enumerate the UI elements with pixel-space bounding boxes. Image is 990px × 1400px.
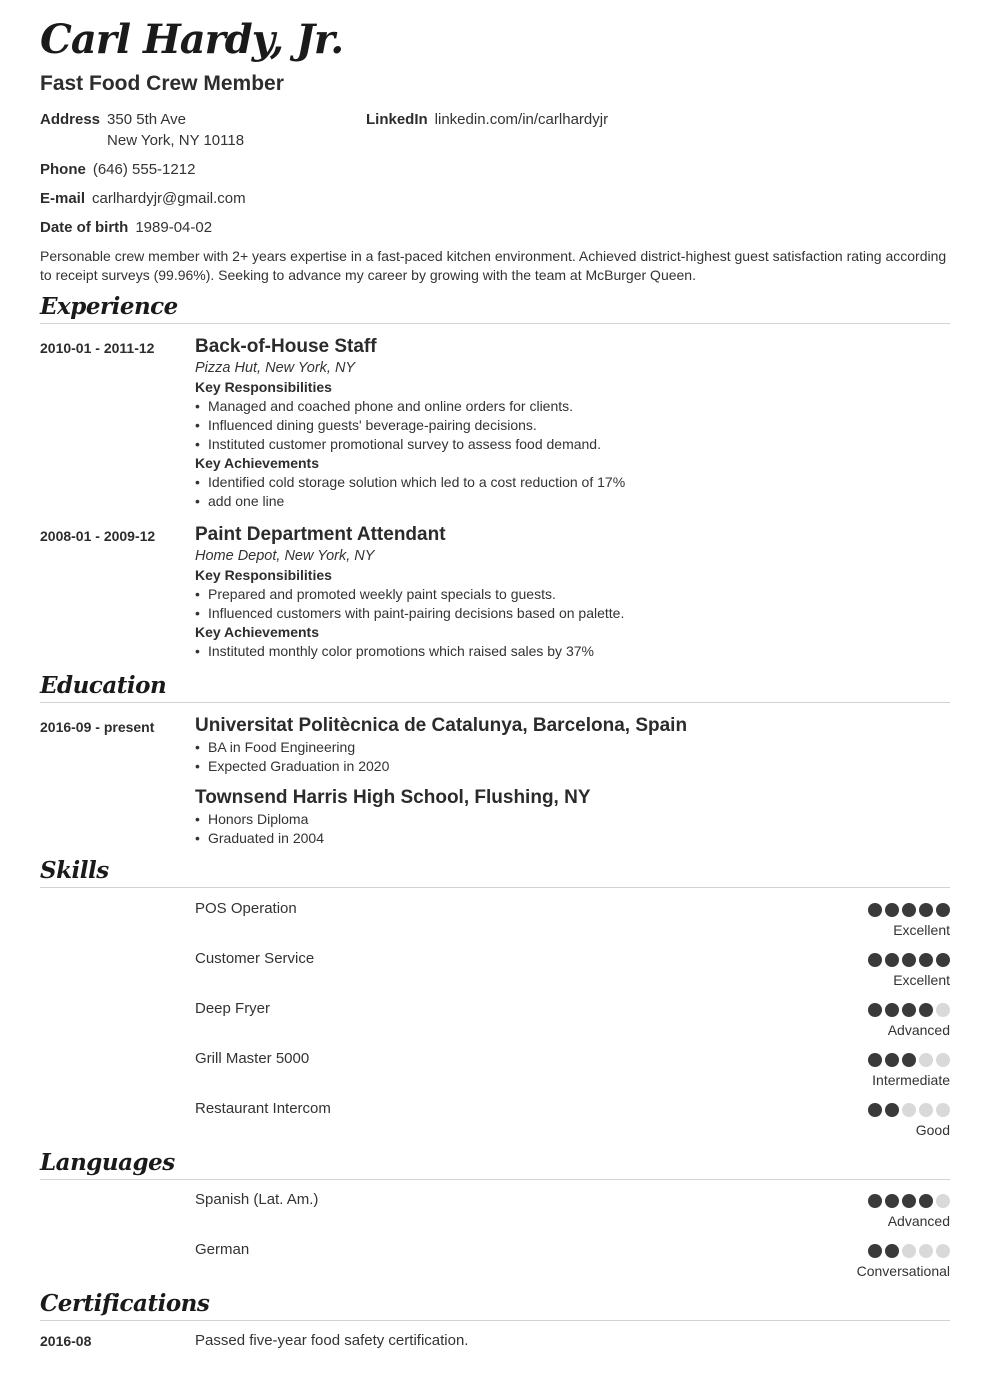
list-item: • Expected Graduation in 2020 <box>195 757 935 776</box>
language-rating-dots <box>868 1244 950 1258</box>
address-line-1: 350 5th Ave <box>107 111 186 128</box>
certification-text: Passed five-year food safety certification. <box>195 1332 469 1349</box>
skill-level: Excellent <box>893 922 950 938</box>
language-rating-dots <box>868 1194 950 1208</box>
experience-org: Home Depot, New York, NY <box>195 548 375 564</box>
section-heading-education: Education <box>40 672 950 703</box>
rating-dot-filled <box>868 1053 882 1067</box>
experience-org: Pizza Hut, New York, NY <box>195 360 356 376</box>
skill-name: Deep Fryer <box>195 1000 271 1017</box>
rating-dot-filled <box>885 903 899 917</box>
rating-dot-filled <box>885 1003 899 1017</box>
list-item: • BA in Food Engineering <box>195 738 935 757</box>
dob-value: 1989-04-02 <box>135 219 213 236</box>
rating-dot-filled <box>919 1194 933 1208</box>
rating-dot-filled <box>902 953 916 967</box>
experience-role: Back-of-House Staff <box>195 336 377 357</box>
phone-value: (646) 555-1212 <box>92 161 196 178</box>
rating-dot-filled <box>919 953 933 967</box>
rating-dot-empty <box>902 1244 916 1258</box>
skill-name: Restaurant Intercom <box>195 1100 331 1117</box>
rating-dot-filled <box>885 1194 899 1208</box>
rating-dot-filled <box>868 953 882 967</box>
email-link[interactable]: carlhardyjr@gmail.com <box>92 190 246 207</box>
rating-dot-filled <box>885 953 899 967</box>
rating-dot-empty <box>919 1103 933 1117</box>
list-item: • Graduated in 2004 <box>195 829 935 848</box>
skill-rating-dots <box>868 1053 950 1067</box>
list-item: • Instituted customer promotional survey to assess food demand. <box>195 435 935 454</box>
list-item: • Prepared and promoted weekly paint specials to guests. <box>195 585 935 604</box>
rating-dot-filled <box>868 1003 882 1017</box>
language-name: Spanish (Lat. Am.) <box>195 1191 319 1208</box>
responsibilities-list <box>195 397 935 454</box>
rating-dot-filled <box>936 953 950 967</box>
skill-name: POS Operation <box>195 900 297 917</box>
list-item: • Honors Diploma <box>195 810 935 829</box>
address-label: Address <box>40 111 101 128</box>
skill-name: Customer Service <box>195 950 315 967</box>
skill-name: Grill Master 5000 <box>195 1050 310 1067</box>
rating-dot-filled <box>919 1003 933 1017</box>
rating-dot-filled <box>885 1244 899 1258</box>
linkedin-row <box>366 109 608 130</box>
phone-row <box>40 159 195 180</box>
rating-dot-filled <box>868 1244 882 1258</box>
list-item: • Influenced customers with paint-pairing decisions based on palette. <box>195 604 935 623</box>
experience-dates: 2010-01 - 2011-12 <box>40 340 155 356</box>
language-level: Conversational <box>856 1263 950 1279</box>
rating-dot-empty <box>919 1053 933 1067</box>
rating-dot-filled <box>902 903 916 917</box>
rating-dot-empty <box>936 1053 950 1067</box>
dob-row <box>40 217 212 238</box>
rating-dot-empty <box>936 1103 950 1117</box>
rating-dot-empty <box>936 1194 950 1208</box>
email-row <box>40 188 246 209</box>
skill-rating-dots <box>868 1003 950 1017</box>
job-title: Fast Food Crew Member <box>40 72 284 95</box>
list-item: • Managed and coached phone and online orders for clients. <box>195 397 935 416</box>
dob-label: Date of birth <box>40 219 129 236</box>
education-dates: 2016-09 - present <box>40 719 155 735</box>
rating-dot-empty <box>936 1003 950 1017</box>
linkedin-label: LinkedIn <box>366 111 428 128</box>
experience-dates: 2008-01 - 2009-12 <box>40 528 156 544</box>
section-heading-experience: Experience <box>40 293 950 324</box>
rating-dot-filled <box>885 1103 899 1117</box>
education-entry <box>195 714 935 776</box>
experience-role: Paint Department Attendant <box>195 524 446 545</box>
address-line-2: New York, NY 10118 <box>107 132 245 149</box>
list-item: • Instituted monthly color promotions which raised sales by 37% <box>195 642 935 661</box>
education-entry <box>195 786 935 848</box>
rating-dot-empty <box>902 1103 916 1117</box>
linkedin-link[interactable]: linkedin.com/in/carlhardyjr <box>434 111 609 128</box>
section-heading-certifications: Certifications <box>40 1290 950 1321</box>
phone-label: Phone <box>40 161 86 178</box>
candidate-name: Carl Hardy, Jr. <box>40 16 344 63</box>
experience-entry <box>195 523 935 661</box>
rating-dot-filled <box>936 903 950 917</box>
rating-dot-filled <box>868 903 882 917</box>
language-name: German <box>195 1241 250 1258</box>
responsibilities-list <box>195 585 935 623</box>
skill-level: Intermediate <box>872 1072 950 1088</box>
skill-rating-dots <box>868 1103 950 1117</box>
achievements-label: Key Achievements <box>195 455 319 471</box>
skill-level: Good <box>915 1122 950 1138</box>
skill-rating-dots <box>868 903 950 917</box>
list-item: • add one line <box>195 492 935 511</box>
rating-dot-filled <box>902 1194 916 1208</box>
rating-dot-empty <box>919 1244 933 1258</box>
school-name: Universitat Politècnica de Catalunya, Barcelona, Spain <box>195 715 688 736</box>
achievements-list <box>195 473 935 511</box>
email-label: E-mail <box>40 190 86 207</box>
summary-text: Personable crew member with 2+ years expertise in a fast-paced kitchen environment. Achieved district-highest guest satisfaction rating according to receipt surveys (99.96%). Seeking to advance my career by growing with the team at McBurger Queen. <box>40 248 947 283</box>
rating-dot-filled <box>868 1194 882 1208</box>
address-value <box>107 109 244 151</box>
rating-dot-empty <box>936 1244 950 1258</box>
skill-rating-dots <box>868 953 950 967</box>
section-heading-languages: Languages <box>40 1149 950 1180</box>
responsibilities-label: Key Responsibilities <box>195 567 332 583</box>
certification-date: 2016-08 <box>40 1333 92 1349</box>
rating-dot-filled <box>902 1053 916 1067</box>
achievements-list <box>195 642 935 661</box>
list-item: • Influenced dining guests' beverage-pairing decisions. <box>195 416 935 435</box>
skill-level: Advanced <box>887 1022 950 1038</box>
section-heading-skills: Skills <box>40 857 950 888</box>
list-item: • Identified cold storage solution which led to a cost reduction of 17% <box>195 473 935 492</box>
address-row <box>40 109 244 151</box>
responsibilities-label: Key Responsibilities <box>195 379 332 395</box>
rating-dot-filled <box>885 1053 899 1067</box>
skill-level: Excellent <box>893 972 950 988</box>
school-name: Townsend Harris High School, Flushing, NY <box>195 787 591 808</box>
achievements-label: Key Achievements <box>195 624 319 640</box>
rating-dot-filled <box>868 1103 882 1117</box>
education-details <box>195 738 935 776</box>
education-details <box>195 810 935 848</box>
experience-entry <box>195 335 935 511</box>
language-level: Advanced <box>887 1213 950 1229</box>
rating-dot-filled <box>902 1003 916 1017</box>
rating-dot-filled <box>919 903 933 917</box>
